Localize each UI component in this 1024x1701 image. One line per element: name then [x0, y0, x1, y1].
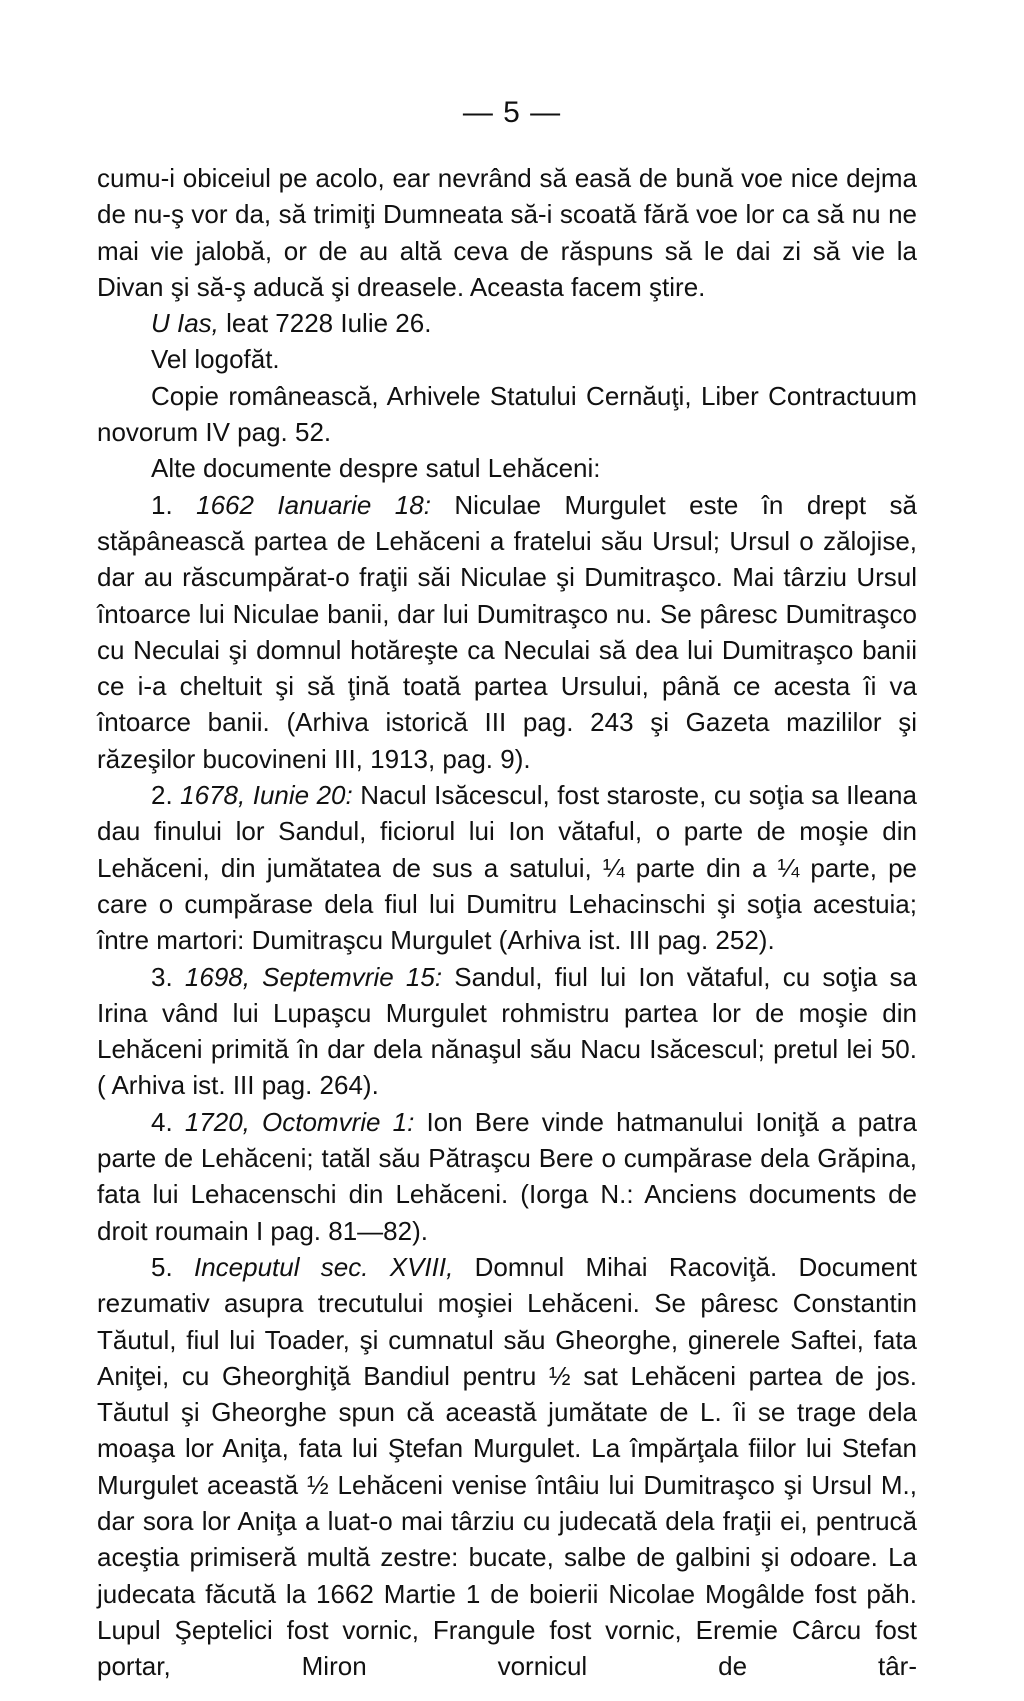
item-text: Ion Bere vinde hatmanului Ioniţă a patra parte de Lehăceni; tatăl său Pătraşcu Bere o cumpărase dela Grăpina, fata lui Lehacenschi din Lehăceni. (Iorga N.: Anciens documents de droit roumain I pag. 81—82). — [97, 1106, 917, 1246]
item-number: 3. — [151, 961, 173, 992]
item-date: 1662 Ianuarie 18: — [196, 489, 431, 520]
date-text: leat 7228 Iulie 26. — [218, 308, 432, 339]
item-text: Niculae Murgulet este în drept să stăpânească partea de Lehăceni a fratelui său Ursul; Ursul o zălojise, dar au răscumpărat-o fraţii săi Niculae şi Dumitraşco. Mai târziu Ursul întoarce lui Niculae banii, dar lui Dumitraşco nu. Se pâresc Dumitraşco cu Neculai şi domnul hotăreşte ca Neculai să dea lui Dumitraşco banii ce i-a cheltuit şi să ţină toată partea Ursului, până ce acesta îi va întoarce banii. (Arhiva istorică III pag. 243 şi Gazeta mazililor şi răzeşilor bucovineni III, 1913, pag. 9). — [97, 489, 917, 774]
list-item — [97, 1249, 917, 1685]
item-number: 1. — [151, 489, 173, 520]
paragraph-letter-ending: cumu-i obiceiul pe acolo, ear nevrând să easă de bună voe nice dejma de nu-ş vor da, să trimiţi Dumneata să-i scoată fără voe lor ca să nu ne mai vie jalobă, or de au altă ceva de răspuns să le dai zi să vie la Divan şi să-ş aducă şi dreasele. Aceasta facem ştire. — [97, 163, 917, 302]
list-item — [97, 1104, 917, 1249]
item-date: 1698, Septemvrie 15: — [184, 961, 443, 992]
page-number: — 5 — — [462, 96, 562, 129]
item-text: Sandul, fiul lui Ion vătaful, cu soţia sa Irina vând lui Lupaşcu Murgulet rohmistru partea lor de moşie din Lehăceni primită în dar dela nănaşul său Nacu Isăcescul; pretul lei 50. ( Arhiva ist. III pag. 264). — [97, 961, 917, 1101]
item-date: Inceputul sec. XVIII, — [193, 1251, 454, 1282]
item-number: 2. — [151, 780, 173, 811]
source-note: Copie românească, Arhivele Statului Cernăuţi, Liber Contractuum novorum IV pag. 52. — [97, 380, 917, 448]
item-text: Domnul Mihai Racoviţă. Document rezumativ asupra trecutului moşiei Lehăceni. Se pâresc Constantin Tăutul, fiul lui Toader, şi cumnatul său Gheorghe, ginerele Saftei, fata Aniţei, cu Gheorghiţă Bandiul pentru ½ sat Lehăceni partea de jos. Tăutul şi Gheorghe spun că această jumătate de L. îi se trage dela moaşa lor Aniţa, fata lui Ştefan Murgulet. La împărţala fiilor lui Stefan Murgulet această ½ Lehăceni venise întâiu lui Dumitraşco şi Ursul M., dar sora lor Aniţa a luat-o mai târziu cu judecată dela fraţii ei, pentrucă aceştia primiseră multă zestre: bucate, salbe de galbini şi odoare. La judecata făcută la 1662 Martie 1 de boierii Nicolae Mogâlde fost păh. Lupul Şeptelici fost vornic, Frangule fost vornic, Eremie Cârcu fost portar, Miron vornicul de târ- — [97, 1251, 918, 1682]
item-text: Nacul Isăcescul, fost staroste, cu soţia sa Ileana dau finului lor Sandul, ficiorul lui Ion vătaful, o parte de moşie din Lehăceni, din jumătatea de sus a satului, ¼ parte din a ¼ parte, pe care o cumpărase dela fiul lui Dumitru Lehacinschi şi soţia acestuia; între martori: Dumitraşcu Murgulet (Arhiva ist. III pag. 252). — [97, 780, 917, 956]
item-date: 1720, Octomvrie 1: — [184, 1106, 415, 1137]
place-date-line — [151, 305, 917, 341]
item-number: 5. — [151, 1251, 173, 1282]
signature-line: Vel logofăt. — [151, 344, 280, 375]
place-italic: U Ias, — [151, 308, 219, 339]
item-date: 1678, Iunie 20: — [180, 780, 353, 811]
item-number: 4. — [151, 1106, 173, 1137]
body-text — [97, 160, 917, 1684]
list-item — [97, 959, 917, 1104]
section-heading: Alte documente despre satul Lehăceni: — [151, 453, 601, 484]
list-item — [97, 777, 917, 958]
list-item — [97, 487, 917, 777]
